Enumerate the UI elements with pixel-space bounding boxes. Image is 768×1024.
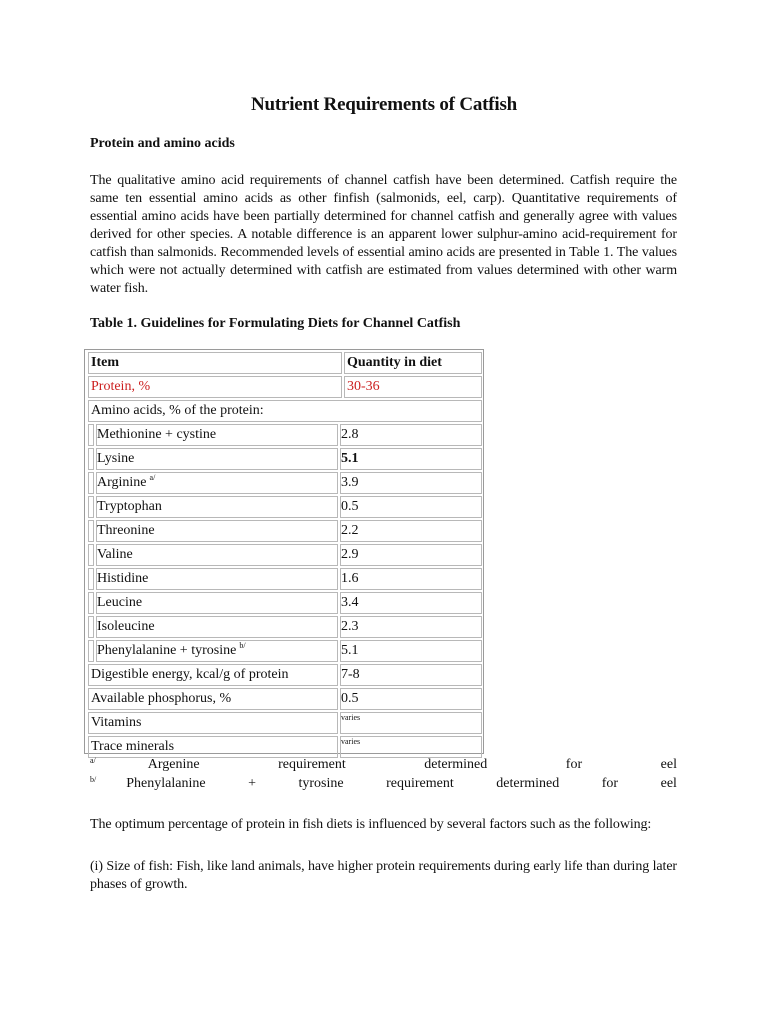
indent-cell — [88, 448, 94, 470]
indent-cell — [88, 592, 94, 614]
amino-name: Arginine — [97, 475, 147, 490]
amino-value: 2.3 — [340, 616, 482, 638]
table-row — [86, 712, 482, 734]
size-of-fish-paragraph: (i) Size of fish: Fish, like land animals, have higher protein requirements during early life than during later phases of growth. — [90, 859, 677, 892]
amino-name: Methionine + cystine — [96, 424, 338, 446]
table-row — [86, 664, 482, 686]
table-row — [86, 472, 482, 494]
amino-name: Leucine — [96, 592, 338, 614]
amino-name: Histidine — [96, 568, 338, 590]
energy-label: Digestible energy, kcal/g of protein — [88, 664, 338, 686]
amino-value: 3.9 — [340, 472, 482, 494]
amino-name: Isoleucine — [96, 616, 338, 638]
footnote-word: determined — [496, 776, 560, 791]
nutrient-table — [84, 349, 484, 754]
vitamins-value: varies — [340, 712, 482, 734]
table-caption: Table 1. Guidelines for Formulating Diets for Channel Catfish — [90, 316, 461, 331]
energy-value: 7-8 — [340, 664, 482, 686]
footnote-b-first — [90, 775, 206, 793]
footnote-word: eel — [660, 757, 677, 772]
header-item: Item — [88, 352, 342, 374]
table-row — [86, 688, 482, 710]
footnote-word: for — [565, 757, 583, 772]
footnote-word: for — [601, 776, 619, 791]
amino-value: 3.4 — [340, 592, 482, 614]
protein-label: Protein, % — [88, 376, 342, 398]
footnote-word: determined — [424, 757, 488, 772]
phosphorus-label: Available phosphorus, % — [88, 688, 338, 710]
table-row — [86, 640, 482, 662]
page-title: Nutrient Requirements of Catfish — [250, 94, 518, 115]
phosphorus-value: 0.5 — [340, 688, 482, 710]
footnote-word: requirement — [386, 776, 454, 791]
table-row — [86, 736, 482, 758]
footnote-a-mark: a/ — [90, 756, 96, 765]
footnote-word: Phenylalanine — [126, 776, 206, 791]
table-row — [86, 496, 482, 518]
trace-minerals-label: Trace minerals — [88, 736, 338, 758]
footnote-word: requirement — [278, 757, 346, 772]
amino-value: 0.5 — [340, 496, 482, 518]
amino-name: Threonine — [96, 520, 338, 542]
indent-cell — [88, 544, 94, 566]
vitamins-label: Vitamins — [88, 712, 338, 734]
footnote-word: + — [248, 776, 256, 791]
footnote-a — [90, 756, 677, 774]
indent-cell — [88, 520, 94, 542]
table-row — [86, 544, 482, 566]
table-row — [86, 448, 482, 470]
footnote-b-mark: b/ — [90, 775, 97, 784]
indent-cell — [88, 640, 94, 662]
table-row — [86, 400, 482, 422]
amino-name: Valine — [96, 544, 338, 566]
amino-name: Lysine — [96, 448, 338, 470]
indent-cell — [88, 568, 94, 590]
protein-value: 30-36 — [344, 376, 482, 398]
table-row — [86, 424, 482, 446]
table-header-row — [86, 352, 482, 374]
amino-value: 2.2 — [340, 520, 482, 542]
amino-value: 5.1 — [340, 640, 482, 662]
footnote-word: Argenine — [147, 757, 200, 772]
header-quantity: Quantity in diet — [344, 352, 482, 374]
indent-cell — [88, 424, 94, 446]
footnote-ref-a: a/ — [149, 473, 156, 482]
table-row — [86, 520, 482, 542]
amino-value: 1.6 — [340, 568, 482, 590]
footnote-word: eel — [660, 776, 677, 791]
table-row — [86, 568, 482, 590]
amino-name: Tryptophan — [96, 496, 338, 518]
intro-paragraph: The qualitative amino acid requirements of channel catfish have been determined. Catfish require the same ten essential amino acids as other finfish (salmonids, eel, carp). Quantitative requirements of essential amino acids have been partially determined for channel catfish and generally agree with values derived for other species. A notable difference is an apparent lower sulphur-amino acid-requirement for catfish than salmonids. Recommended levels of essential amino acids are presented in Table 1. The values which were not actually determined with catfish are estimated from values determined with other warm water fish. — [90, 173, 677, 296]
section-heading: Protein and amino acids — [90, 136, 235, 151]
amino-name: Phenylalanine + tyrosine — [97, 643, 237, 658]
footnote-word: tyrosine — [298, 776, 344, 791]
indent-cell — [88, 472, 94, 494]
footnote-ref-b: b/ — [239, 641, 246, 650]
protein-factors-paragraph: The optimum percentage of protein in fish diets is influenced by several factors such as the following: — [90, 817, 652, 832]
indent-cell — [88, 616, 94, 638]
trace-minerals-value: varies — [340, 736, 482, 758]
footnote-a-first — [90, 756, 200, 774]
amino-acids-heading: Amino acids, % of the protein: — [88, 400, 482, 422]
table-row — [86, 616, 482, 638]
amino-name-cell — [96, 640, 338, 662]
table-row — [86, 376, 482, 398]
amino-value: 2.8 — [340, 424, 482, 446]
indent-cell — [88, 496, 94, 518]
amino-value: 5.1 — [340, 448, 482, 470]
table-row — [86, 592, 482, 614]
amino-name-cell — [96, 472, 338, 494]
amino-value: 2.9 — [340, 544, 482, 566]
footnote-b — [90, 775, 677, 793]
